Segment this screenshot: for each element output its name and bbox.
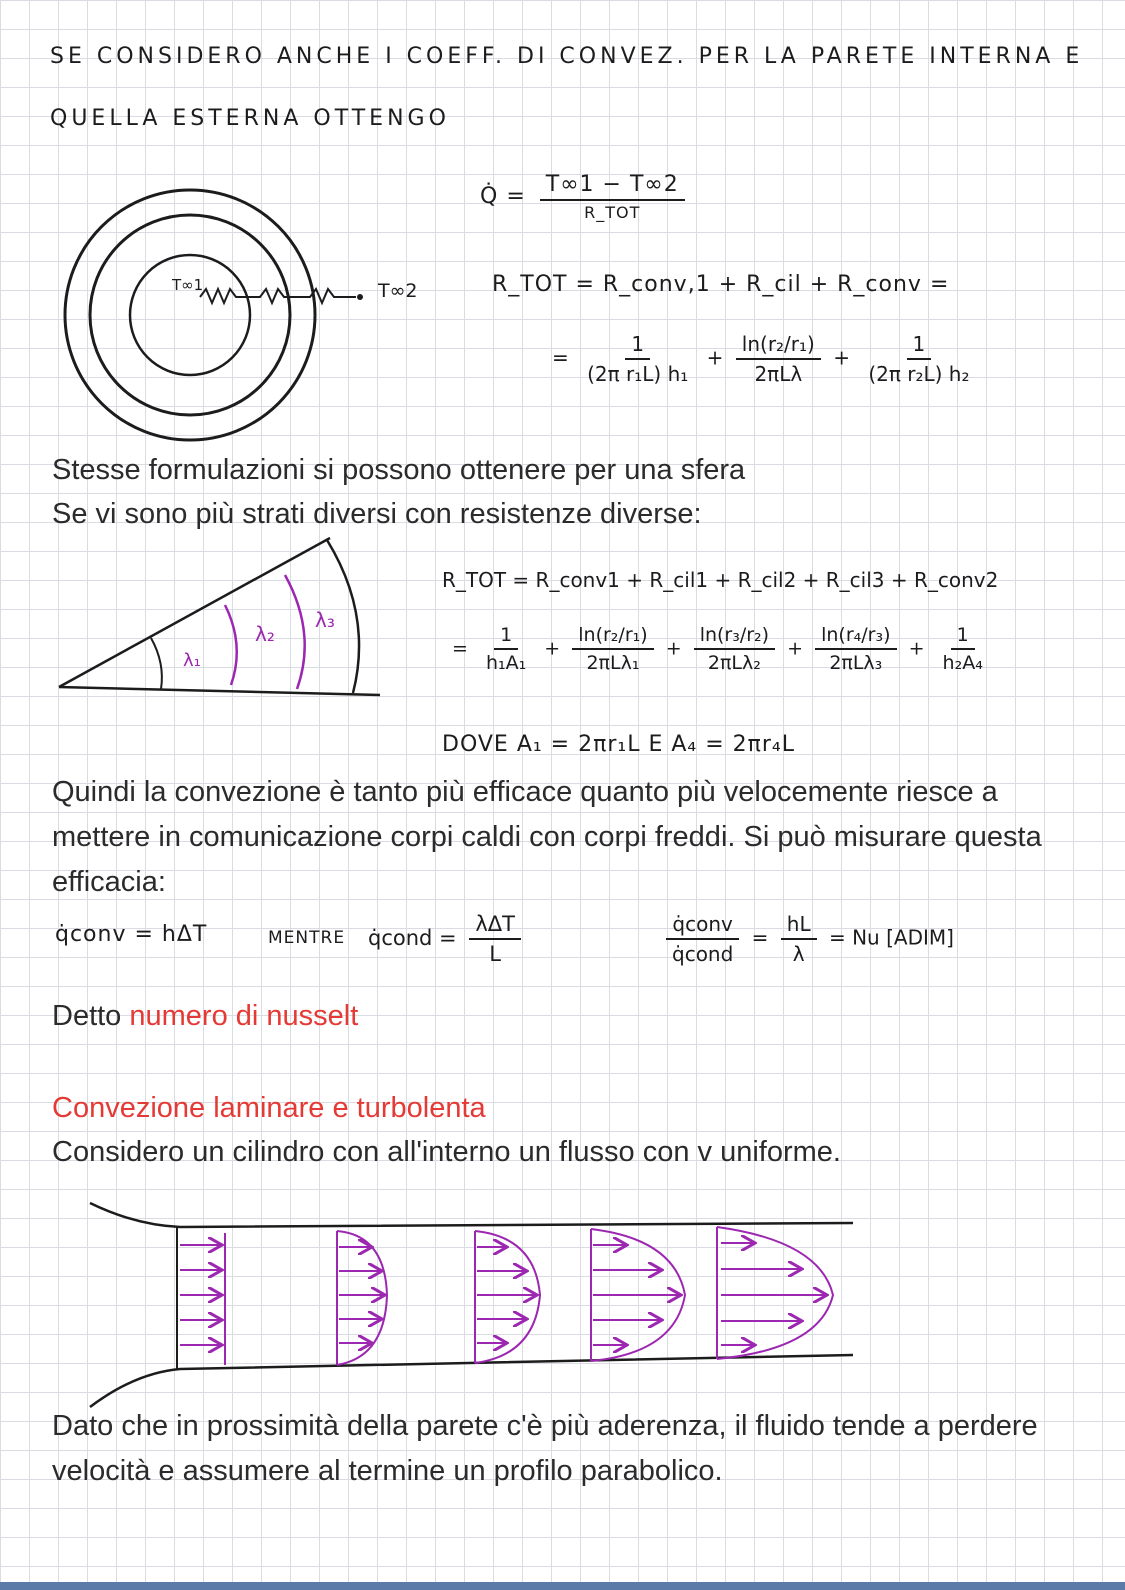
bottom-bar — [0, 1582, 1125, 1590]
pipe-top-wall — [90, 1203, 853, 1227]
nusselt-term: numero di nusselt — [129, 1000, 359, 1032]
inner-circle — [90, 215, 290, 415]
qdot-numerator: T∞1 − T∞2 — [540, 172, 685, 201]
paragraph-layers: Se vi sono più strati diversi con resistenze diverse: — [52, 498, 702, 530]
handwritten-line-2: QUELLA ESTERNA OTTENGO — [50, 106, 450, 131]
paragraph-cylinder: Considero un cilindro con all'interno un flusso con v uniforme. — [52, 1136, 841, 1168]
qdot-fraction — [540, 172, 685, 222]
layers-rtot-sum: R_TOT = R_conv1 + R_cil1 + R_cil2 + R_cil3 + R_conv2 — [442, 568, 999, 592]
flow-profile-diagram — [85, 1195, 855, 1425]
paragraph-convection-efficacy: Quindi la convezione è tanto più efficace quanto più velocemente riesce a mettere in comunicazione corpi caldi con corpi freddi. Si può misurare questa efficacia: — [52, 776, 1042, 898]
qconv-formula: q̇conv = hΔT — [55, 922, 208, 947]
lambda-3-label: λ₃ — [315, 608, 335, 632]
qdot-formula: Q̇ = $\frac{T\infty 1 - T\infty 2}{\text{R\_TOT}}$ — [480, 172, 691, 222]
paragraph-parabolic-profile: Dato che in prossimità della parete c'è più aderenza, il fluido tende a perdere velocità e assumere al termine un profilo parabolico. — [52, 1410, 1038, 1487]
profile-5 — [717, 1227, 833, 1359]
profile-2 — [337, 1231, 387, 1365]
resistance-chain — [200, 289, 356, 303]
handwritten-line-1: SE CONSIDERO ANCHE I COEFF. DI CONVEZ. PER LA PARETE INTERNA E — [50, 44, 1084, 69]
rtot-fractions: = $\frac{1}{\text{(2π r₁L) h₁}}$ + $\frac{\text{ln(r₂/r₁)}}{\text{2πLλ}}$ + $\frac{1}{\text{(2π r₂L) h₂}}$ — [552, 332, 982, 386]
rtot-sum: R_TOT = R_conv,1 + R_cil + R_conv = — [492, 272, 950, 297]
node-dot — [357, 294, 363, 300]
outer-circle — [65, 190, 315, 440]
circle-label-t1: T∞1 — [172, 276, 204, 294]
nusselt-ratio: $\frac{\text{q̇conv}}{\text{q̇cond}}$ = $\frac{hL}{\lambda}$ = Nu [ADIM] — [660, 912, 954, 966]
layers-rtot-fractions: = $\frac{1}{\text{h₁A₁}}$ + $\frac{\text{ln(r₂/r₁)}}{\text{2πLλ₁}}$ + $\frac{\text{ln(r₃/r₂)}}{\text{2πLλ₂}}$ + $\frac{\text{ln(r₄/r₃)}}{\text{2πLλ₃}}$ + $\frac{1}{\text{h₂A₄}}$ — [452, 624, 983, 674]
paragraph-sphere: Stesse formulazioni si possono ottenere per una sfera — [52, 454, 746, 486]
rtot-fraction-3: $\frac{1}{\text{(2π r₂L) h₂}}$ — [868, 332, 970, 386]
arc-1 — [151, 638, 162, 689]
arc-3 — [285, 575, 305, 689]
rtot-fraction-2: $\frac{\text{ln(r₂/r₁)}}{\text{2πLλ}}$ — [736, 332, 821, 386]
profile-4 — [591, 1229, 685, 1361]
detto-line: Detto numero di nusselt — [52, 1000, 359, 1032]
dove-line: DOVE A₁ = 2πr₁L E A₄ = 2πr₄L — [442, 732, 796, 757]
core-circle — [130, 255, 250, 375]
lambda-2-label: λ₂ — [255, 622, 275, 646]
profile-3 — [475, 1231, 540, 1363]
pipe-bottom-wall — [90, 1355, 853, 1407]
circle-label-t2: T∞2 — [378, 280, 418, 302]
concentric-cylinder-diagram — [60, 185, 320, 445]
qdot-symbol: Q̇ — [480, 184, 499, 209]
lambda-1-label: λ₁ — [183, 650, 201, 671]
qdot-denominator: R_TOT — [584, 203, 641, 222]
rtot-fraction-1: $\frac{1}{\text{(2π r₁L) h₁}}$ — [587, 332, 689, 386]
uniform-profile — [180, 1233, 225, 1365]
arc-2 — [225, 605, 237, 685]
section-heading: Convezione laminare e turbolenta — [52, 1092, 486, 1124]
qcond-formula: q̇cond = $\frac{\text{λΔT}}{L}$ — [368, 912, 527, 966]
layered-wedge-diagram — [55, 535, 385, 700]
mentre-label: MENTRE — [268, 928, 346, 948]
